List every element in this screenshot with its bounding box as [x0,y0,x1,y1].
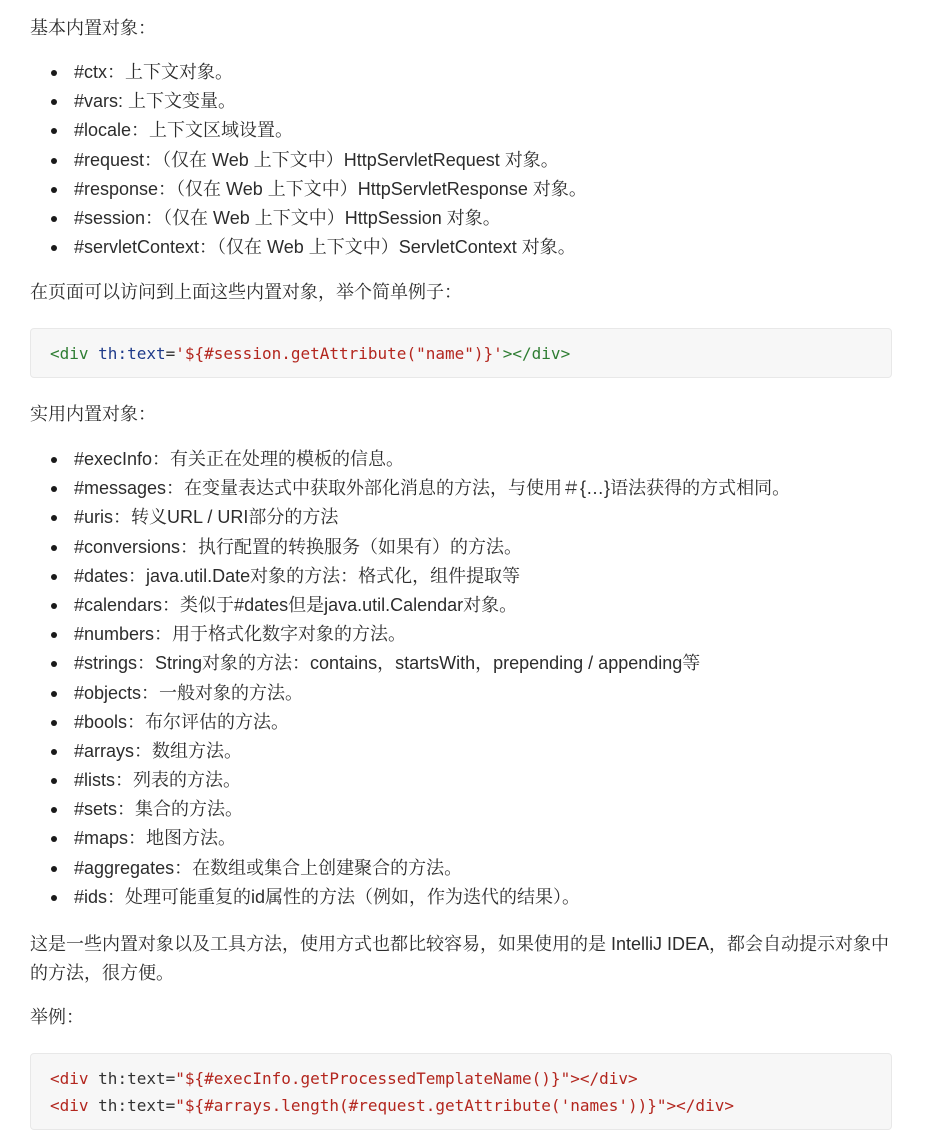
list-item: #strings：String对象的方法：contains，startsWith，prepending / appending等 [30,649,790,678]
code-equals: = [165,1096,176,1115]
example-label: 举例： [30,1007,84,1027]
list-item: #bools：布尔评估的方法。 [30,708,790,737]
list-item: #numbers：用于格式化数字对象的方法。 [30,620,790,649]
intro-paragraph: 在页面可以访问到上面这些内置对象，举个简单例子： [30,282,462,302]
code-equals: = [165,344,176,363]
list-item: #arrays：数组方法。 [30,737,790,766]
utility-objects-heading: 实用内置对象： [30,404,156,424]
code-attr: th:text [98,1096,166,1115]
list-item: #response：（仅在 Web 上下文中）HttpServletResponse 对象。 [30,175,587,204]
list-item: #aggregates：在数组或集合上创建聚合的方法。 [30,854,790,883]
code-line [50,340,891,367]
code-space [89,1096,99,1115]
list-item: #objects：一般对象的方法。 [30,679,790,708]
code-tag-open: <div [50,344,89,363]
list-item: #sets：集合的方法。 [30,795,790,824]
code-block-examples [30,1053,892,1130]
list-item: #session：（仅在 Web 上下文中）HttpSession 对象。 [30,204,587,233]
list-item: #calendars：类似于#dates但是java.util.Calendar对象。 [30,591,790,620]
list-item: #dates：java.util.Date对象的方法：格式化，组件提取等 [30,562,790,591]
code-equals: = [165,1069,176,1088]
code-block-session [30,328,892,378]
list-item: #messages：在变量表达式中获取外部化消息的方法，与使用＃{…}语法获得的方式相同。 [30,474,790,503]
code-tag-close: ></div> [502,344,571,363]
code-string: "${#arrays.length(#request.getAttribute('names'))}" [175,1096,667,1115]
code-tag-close: ></div> [570,1069,638,1088]
list-item: #servletContext：（仅在 Web 上下文中）ServletContext 对象。 [30,233,587,262]
code-attr: th:text [98,344,166,363]
code-tag-close: ></div> [666,1096,734,1115]
list-item: #lists：列表的方法。 [30,766,790,795]
list-item: #vars: 上下文变量。 [30,87,587,116]
list-item: #conversions：执行配置的转换服务（如果有）的方法。 [30,533,790,562]
list-item: #locale：上下文区域设置。 [30,116,587,145]
code-string: '${#session.getAttribute("name")}' [175,344,503,363]
code-line [50,1092,891,1119]
list-item: #request：（仅在 Web 上下文中）HttpServletRequest 对象。 [30,146,587,175]
code-string: "${#execInfo.getProcessedTemplateName()}" [175,1069,571,1088]
list-item: #ctx：上下文对象。 [30,58,587,87]
code-space [89,344,99,363]
code-line [50,1065,891,1092]
summary-paragraph: 这是一些内置对象以及工具方法，使用方式也都比较容易，如果使用的是 IntelliJ IDEA，都会自动提示对象中的方法，很方便。 [30,934,890,983]
basic-objects-heading: 基本内置对象： [30,18,156,38]
code-tag-open: <div [50,1069,89,1088]
utility-objects-list [30,445,790,912]
code-attr: th:text [98,1069,166,1088]
list-item: #ids：处理可能重复的id属性的方法（例如，作为迭代的结果）。 [30,883,790,912]
code-space [89,1069,99,1088]
list-item: #maps：地图方法。 [30,824,790,853]
code-tag-open: <div [50,1096,89,1115]
basic-objects-list [30,58,587,262]
list-item: #uris：转义URL / URI部分的方法 [30,503,790,532]
list-item: #execInfo：有关正在处理的模板的信息。 [30,445,790,474]
